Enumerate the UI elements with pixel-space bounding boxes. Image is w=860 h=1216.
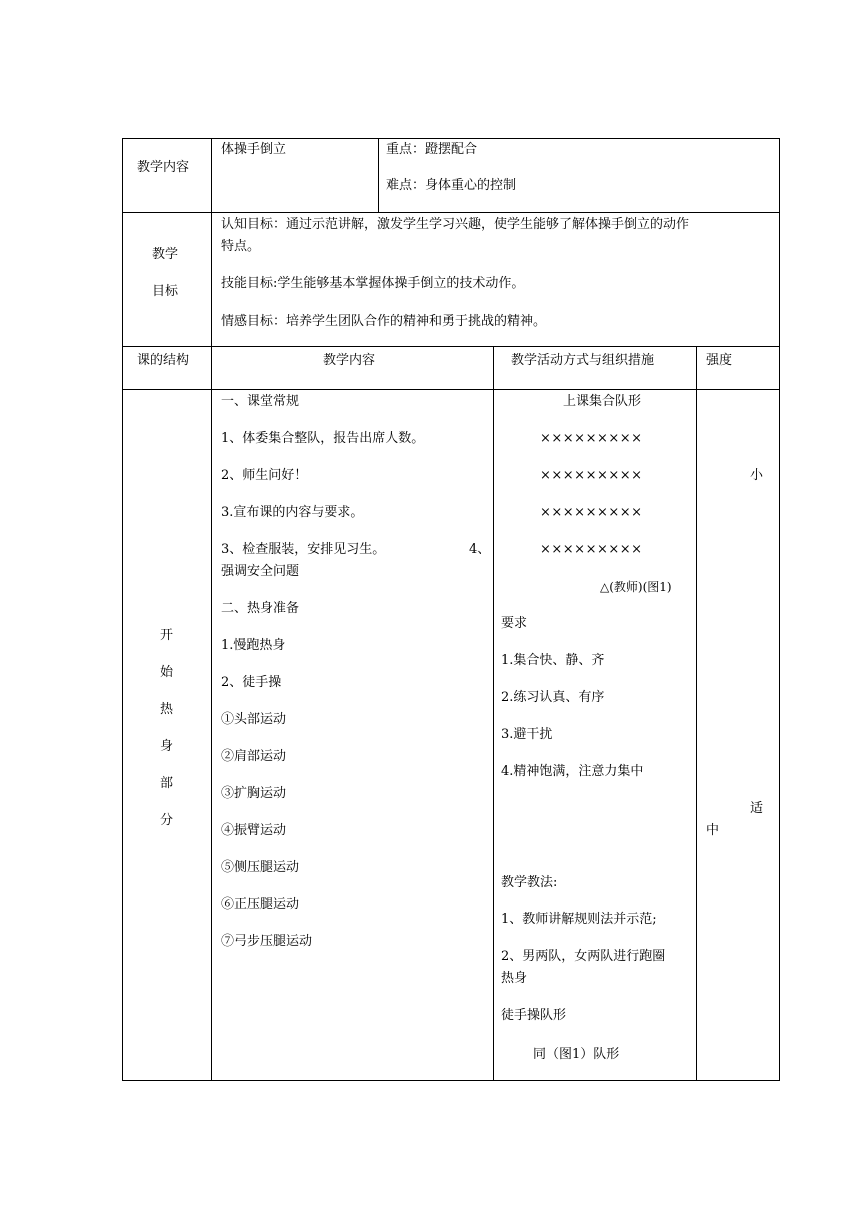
table-row-divider — [122, 212, 780, 213]
method-item: 2、男两队，女两队进行跑圈 — [501, 949, 666, 964]
content-line: 2、师生问好！ — [221, 468, 308, 483]
section-name-char: 热 — [160, 702, 174, 717]
table-col-divider — [696, 346, 697, 1081]
section-name-char: 始 — [160, 665, 174, 680]
content-line: ⑤侧压腿运动 — [221, 860, 300, 875]
content-line: 1、体委集合整队，报告出席人数。 — [221, 431, 425, 446]
method-item: 1、教师讲解规则法并示范; — [501, 912, 657, 927]
content-line: ④振臂运动 — [221, 823, 287, 838]
content-label: 教学内容 — [137, 160, 190, 175]
formation-row: ××××××××× — [540, 468, 643, 483]
content-line: 1.慢跑热身 — [221, 638, 286, 653]
column-header-intensity: 强度 — [706, 353, 733, 368]
section-name-char: 分 — [160, 813, 174, 828]
difficulty-point: 难点：身体重心的控制 — [386, 178, 517, 193]
content-line: ①头部运动 — [221, 712, 287, 727]
cognitive-objective-cont: 特点。 — [221, 239, 261, 254]
column-header-methods: 教学活动方式与组织措施 — [511, 353, 655, 368]
formation-row: ××××××××× — [540, 431, 643, 446]
content-line: 4、 — [469, 542, 491, 557]
column-header-content: 教学内容 — [323, 353, 376, 368]
content-line: 3.宣布课的内容与要求。 — [221, 505, 364, 520]
objectives-label: 目标 — [152, 284, 179, 299]
formation-row: ××××××××× — [540, 542, 643, 557]
intensity-moderate: 适 — [750, 801, 764, 816]
formation-row: ××××××××× — [540, 505, 643, 520]
table-border-top — [122, 138, 780, 139]
formation-title: 上课集合队形 — [563, 394, 642, 409]
same-formation-note: 同（图1）队形 — [533, 1047, 620, 1062]
method-item-cont: 热身 — [501, 971, 528, 986]
table-border-bottom — [122, 1080, 780, 1081]
content-line: ②肩部运动 — [221, 749, 287, 764]
content-line: ③扩胸运动 — [221, 786, 287, 801]
skill-objective: 技能目标:学生能够基本掌握体操手倒立的技术动作。 — [221, 276, 525, 291]
section-name-char: 身 — [160, 739, 174, 754]
key-point: 重点：蹬摆配合 — [386, 142, 478, 157]
intensity-small: 小 — [750, 468, 764, 483]
column-header-structure: 课的结构 — [137, 353, 190, 368]
table-border-right — [779, 138, 780, 1081]
method-title: 教学教法: — [501, 875, 558, 890]
requirement-item: 1.集合快、静、齐 — [501, 653, 605, 668]
table-border-left — [122, 138, 123, 1081]
content-line: 一、课堂常规 — [221, 394, 300, 409]
content-line: 二、热身准备 — [221, 601, 300, 616]
requirement-item: 4.精神饱满，注意力集中 — [501, 764, 644, 779]
requirement-item: 3.避干扰 — [501, 727, 553, 742]
table-col-divider — [493, 346, 494, 1081]
table-col-divider — [211, 138, 212, 1081]
section-name-char: 部 — [160, 776, 174, 791]
content-line: ⑦弓步压腿运动 — [221, 934, 313, 949]
teacher-position-mark: △(教师)(图1) — [600, 580, 672, 594]
content-line: 2、徒手操 — [221, 675, 282, 690]
requirement-item: 2.练习认真、有序 — [501, 690, 605, 705]
drill-formation-title: 徒手操队形 — [501, 1008, 567, 1023]
intensity-moderate-cont: 中 — [706, 823, 720, 838]
content-line: ⑥正压腿运动 — [221, 897, 300, 912]
cognitive-objective: 认知目标：通过示范讲解，激发学生学习兴趣，使学生能够了解体操手倒立的动作 — [221, 217, 690, 232]
requirements-title: 要求 — [501, 616, 528, 631]
content-value: 体操手倒立 — [221, 142, 287, 157]
emotion-objective: 情感目标：培养学生团队合作的精神和勇于挑战的精神。 — [221, 314, 547, 329]
table-col-divider — [378, 138, 379, 213]
table-row-divider — [122, 346, 780, 347]
content-line: 强调安全问题 — [221, 564, 300, 579]
content-line: 3、检查服装，安排见习生。 — [221, 542, 386, 557]
table-row-divider — [122, 389, 780, 390]
section-name-char: 开 — [160, 628, 174, 643]
objectives-label: 教学 — [152, 247, 179, 262]
